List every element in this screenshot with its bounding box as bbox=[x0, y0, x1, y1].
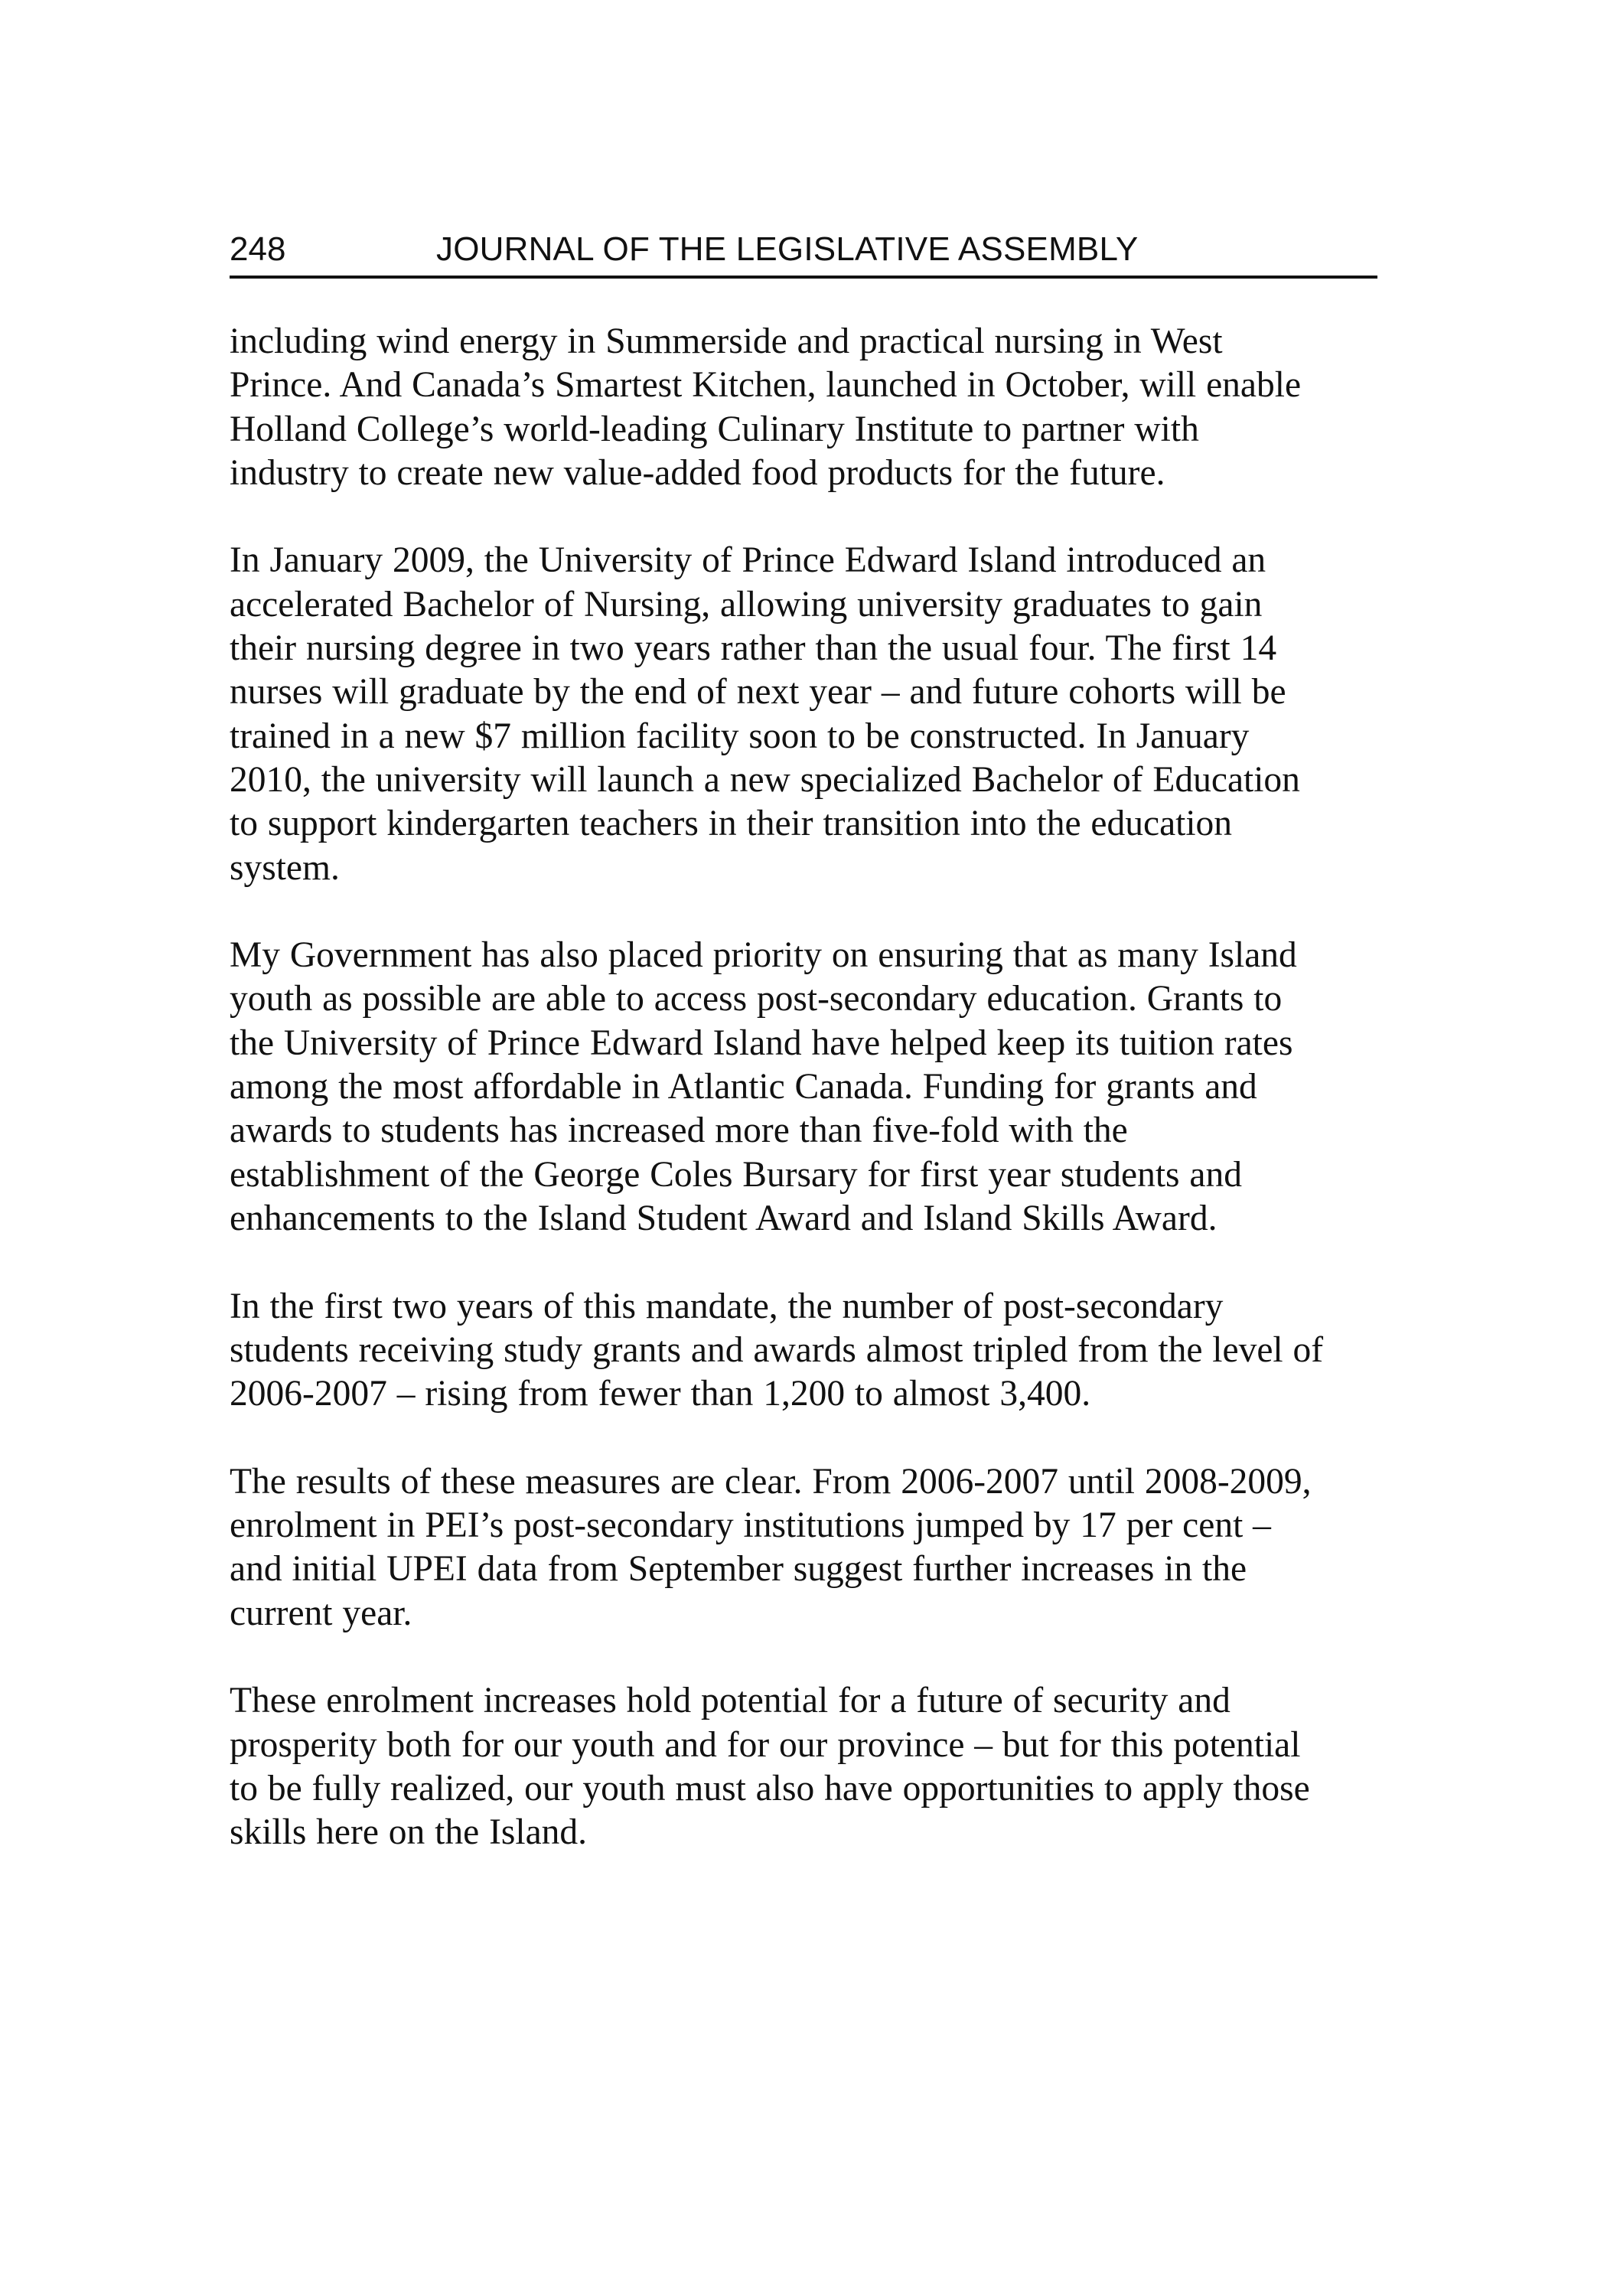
text-line: youth as possible are able to access post-secondary education. Grants to bbox=[230, 979, 1283, 1019]
text-line: system. bbox=[230, 847, 340, 888]
paragraph bbox=[230, 1460, 1393, 1636]
text-line: and initial UPEI data from September suggest further increases in the bbox=[230, 1549, 1247, 1590]
running-title: JOURNAL OF THE LEGISLATIVE ASSEMBLY bbox=[436, 230, 1139, 268]
page-header bbox=[230, 227, 1377, 279]
paragraph bbox=[230, 539, 1393, 889]
text-line: enrolment in PEI’s post-secondary institutions jumped by 17 per cent – bbox=[230, 1505, 1271, 1546]
text-line: establishment of the George Coles Bursary for first year students and bbox=[230, 1154, 1242, 1195]
paragraph bbox=[230, 320, 1393, 495]
page-number: 248 bbox=[230, 230, 286, 268]
text-line: the University of Prince Edward Island have helped keep its tuition rates bbox=[230, 1022, 1293, 1063]
paragraph bbox=[230, 1679, 1393, 1854]
text-line: to be fully realized, our youth must also have opportunities to apply those bbox=[230, 1768, 1310, 1808]
text-line: My Government has also placed priority on ensuring that as many Island bbox=[230, 935, 1297, 976]
text-line: enhancements to the Island Student Award and Island Skills Award. bbox=[230, 1198, 1217, 1238]
text-line: among the most affordable in Atlantic Canada. Funding for grants and bbox=[230, 1067, 1257, 1107]
text-line: trained in a new $7 million facility soon to be constructed. In January bbox=[230, 716, 1250, 756]
text-line: industry to create new value-added food products for the future. bbox=[230, 452, 1165, 493]
text-line: skills here on the Island. bbox=[230, 1812, 588, 1853]
text-line: prosperity both for our youth and for our province – but for this potential bbox=[230, 1724, 1301, 1765]
paragraph bbox=[230, 934, 1393, 1241]
paragraph bbox=[230, 1285, 1393, 1417]
text-line: current year. bbox=[230, 1593, 412, 1633]
text-line: In January 2009, the University of Prince Edward Island introduced an bbox=[230, 540, 1266, 581]
text-line: 2010, the university will launch a new specialized Bachelor of Education bbox=[230, 759, 1300, 800]
text-line: accelerated Bachelor of Nursing, allowing university graduates to gain bbox=[230, 584, 1263, 625]
text-line: These enrolment increases hold potential for a future of security and bbox=[230, 1681, 1231, 1721]
text-line: their nursing degree in two years rather than the usual four. The first 14 bbox=[230, 628, 1277, 669]
text-line: to support kindergarten teachers in their transition into the education bbox=[230, 804, 1233, 844]
text-line: 2006-2007 – rising from fewer than 1,200 to almost 3,400. bbox=[230, 1374, 1091, 1414]
text-line: In the first two years of this mandate, the number of post-secondary bbox=[230, 1286, 1224, 1326]
text-line: students receiving study grants and awards almost tripled from the level of bbox=[230, 1329, 1324, 1370]
text-line: nurses will graduate by the end of next year – and future cohorts will be bbox=[230, 672, 1286, 713]
text-line: Holland College’s world-leading Culinary Institute to partner with bbox=[230, 409, 1199, 449]
text-line: including wind energy in Summerside and practical nursing in West bbox=[230, 321, 1223, 361]
text-line: awards to students has increased more than five-fold with the bbox=[230, 1110, 1128, 1151]
text-line: The results of these measures are clear. From 2006-2007 until 2008-2009, bbox=[230, 1461, 1312, 1502]
body-text bbox=[230, 320, 1393, 1899]
text-line: Prince. And Canada’s Smartest Kitchen, launched in October, will enable bbox=[230, 365, 1302, 406]
